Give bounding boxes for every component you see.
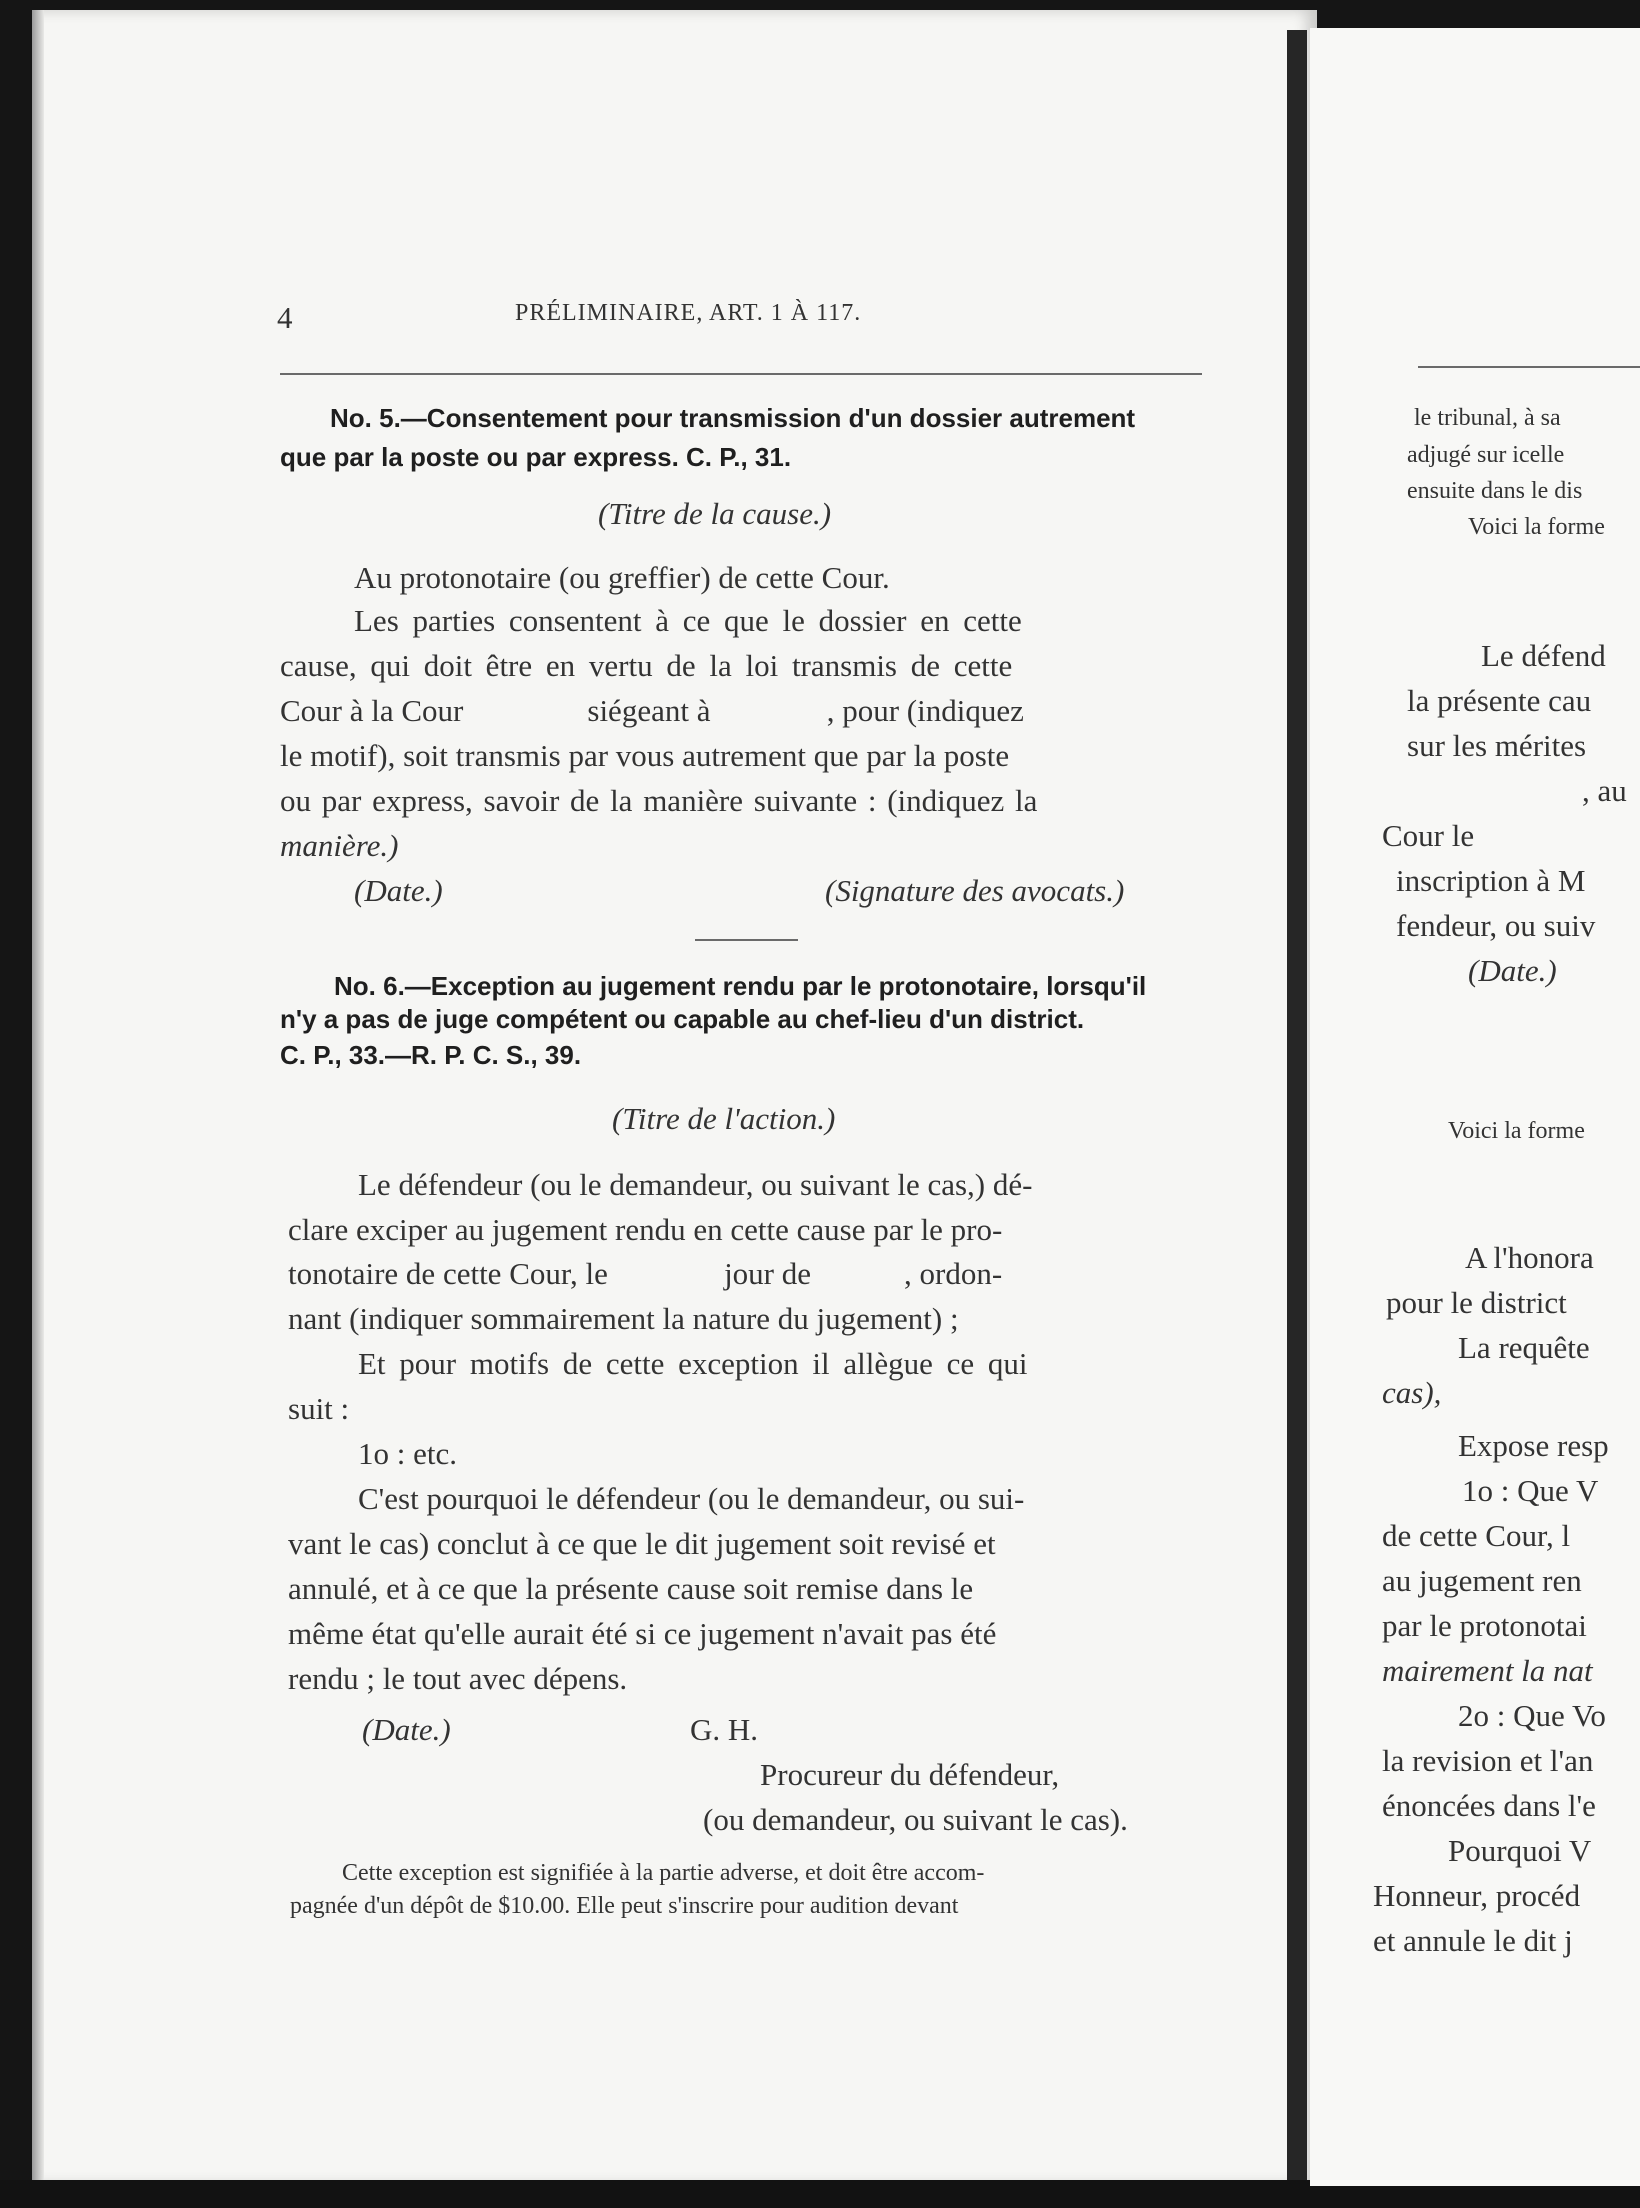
form6-line: annulé, et à ce que la présente cause soit remise dans le xyxy=(288,1571,974,1606)
right-line: cas), xyxy=(1382,1375,1442,1410)
right-line: inscription à M xyxy=(1396,863,1586,898)
form5-title: (Titre de la cause.) xyxy=(598,496,832,531)
form6-procureur: Procureur du défendeur, xyxy=(760,1757,1060,1792)
form5-line: ou par express, savoir de la manière suivante : (indiquez la xyxy=(280,783,1038,818)
form5-date: (Date.) xyxy=(354,873,443,908)
running-header: PRÉLIMINAIRE, ART. 1 À 117. xyxy=(515,300,862,326)
right-line: et annule le dit j xyxy=(1373,1923,1573,1958)
form6-date: (Date.) xyxy=(362,1712,451,1747)
right-line: La requête xyxy=(1458,1330,1590,1365)
form6-procureur-alt: (ou demandeur, ou suivant le cas). xyxy=(703,1802,1128,1837)
right-line: 2o : Que Vo xyxy=(1458,1698,1606,1733)
right-line: énoncées dans l'e xyxy=(1382,1788,1596,1823)
right-line: la revision et l'an xyxy=(1382,1743,1594,1778)
form6-line: clare exciper au jugement rendu en cette cause par le pro- xyxy=(288,1212,1003,1247)
left-page xyxy=(32,10,1317,2185)
form5-signature: (Signature des avocats.) xyxy=(825,873,1125,908)
header-rule xyxy=(1418,366,1640,368)
book-gutter xyxy=(1287,30,1307,2190)
right-line: mairement la nat xyxy=(1382,1653,1593,1688)
form6-line: Le défendeur (ou le demandeur, ou suivant le cas,) dé- xyxy=(358,1167,1033,1202)
right-small-line: Voici la forme xyxy=(1468,514,1605,540)
right-line: A l'honora xyxy=(1465,1240,1594,1275)
right-line: , au xyxy=(1582,773,1627,808)
form6-note-line1: Cette exception est signifiée à la partie adverse, et doit être accom- xyxy=(342,1860,985,1886)
form5-heading-line2: que par la poste ou par express. C. P., 31. xyxy=(280,442,792,472)
right-line: fendeur, ou suiv xyxy=(1396,908,1596,943)
section-divider xyxy=(695,939,798,941)
right-line: Cour le xyxy=(1382,818,1475,853)
form5-line: cause, qui doit être en vertu de la loi transmis de cette xyxy=(280,648,1013,683)
form6-line: tonotaire de cette Cour, le jour de , ordon- xyxy=(288,1256,1003,1291)
right-line: au jugement ren xyxy=(1382,1563,1582,1598)
form5-line: Les parties consentent à ce que le dossier en cette xyxy=(354,603,1022,638)
form6-note-line2: pagnée d'un dépôt de $10.00. Elle peut s'inscrire pour audition devant xyxy=(290,1893,959,1919)
page-edge xyxy=(32,10,44,2185)
right-voici: Voici la forme xyxy=(1448,1118,1585,1144)
form5-line: Au protonotaire (ou greffier) de cette Cour. xyxy=(354,560,890,595)
form5-heading-line1: No. 5.—Consentement pour transmission d'un dossier autrement xyxy=(330,403,1136,433)
right-line: Le défend xyxy=(1481,638,1606,673)
form5-line: manière.) xyxy=(280,828,399,863)
form6-line: nant (indiquer sommairement la nature du jugement) ; xyxy=(288,1301,959,1336)
form6-initials: G. H. xyxy=(690,1712,759,1747)
form6-line: suit : xyxy=(288,1391,350,1426)
right-small-line: adjugé sur icelle xyxy=(1407,442,1565,468)
right-line: pour le district xyxy=(1386,1285,1567,1320)
header-rule xyxy=(280,373,1202,375)
right-small-line: le tribunal, à sa xyxy=(1414,405,1561,431)
form6-heading-line1: No. 6.—Exception au jugement rendu par le protonotaire, lorsqu'il xyxy=(334,971,1147,1001)
form5-line: le motif), soit transmis par vous autrement que par la poste xyxy=(280,738,1010,773)
right-line: la présente cau xyxy=(1407,683,1592,718)
right-line: (Date.) xyxy=(1468,953,1557,988)
form6-line: rendu ; le tout avec dépens. xyxy=(288,1661,628,1696)
form5-line: Cour à la Cour siégeant à , pour (indiquez xyxy=(280,693,1024,728)
right-line: Expose resp xyxy=(1458,1428,1609,1463)
form6-line: C'est pourquoi le défendeur (ou le demandeur, ou sui- xyxy=(358,1481,1025,1516)
right-small-line: ensuite dans le dis xyxy=(1407,478,1583,504)
page-number: 4 xyxy=(277,300,293,335)
right-line: Honneur, procéd xyxy=(1373,1878,1581,1913)
right-page xyxy=(1310,28,1640,2186)
right-line: par le protonotai xyxy=(1382,1608,1587,1643)
form6-heading-line3: C. P., 33.—R. P. C. S., 39. xyxy=(280,1040,582,1070)
right-line: Pourquoi V xyxy=(1448,1833,1592,1868)
form6-line: même état qu'elle aurait été si ce jugement n'avait pas été xyxy=(288,1616,997,1651)
form6-line: Et pour motifs de cette exception il allègue ce qui xyxy=(358,1346,1028,1381)
form6-line: vant le cas) conclut à ce que le dit jugement soit revisé et xyxy=(288,1526,996,1561)
form6-line: 1o : etc. xyxy=(358,1436,457,1471)
form6-heading-line2: n'y a pas de juge compétent ou capable au chef-lieu d'un district. xyxy=(280,1004,1085,1034)
right-line: de cette Cour, l xyxy=(1382,1518,1571,1553)
right-line: 1o : Que V xyxy=(1462,1473,1599,1508)
right-line: sur les mérites xyxy=(1407,728,1587,763)
form6-title: (Titre de l'action.) xyxy=(612,1101,836,1136)
